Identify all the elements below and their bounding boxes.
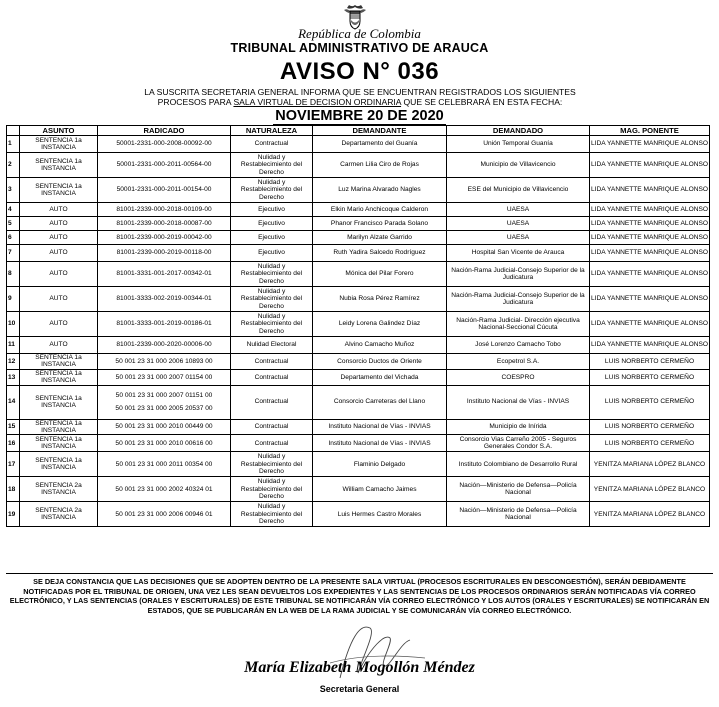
cell-demandado: Hospital San Vicente de Arauca [447, 245, 590, 262]
table-row [7, 245, 710, 262]
cell-naturaleza: Nulidad y Restablecimiento del Derecho [231, 153, 313, 178]
cell-asunto: SENTENCIA 1a INSTANCIA [20, 419, 98, 435]
cell-ponente: YENITZA MARIANA LÓPEZ BLANCO [590, 477, 710, 502]
cell-demandante: Elkin Mario Anchicoque Calderon [313, 203, 447, 217]
cell-naturaleza: Nulidad y Restablecimiento del Derecho [231, 452, 313, 477]
cell-naturaleza: Nulidad y Restablecimiento del Derecho [231, 287, 313, 312]
notification-notice: SE DEJA CONSTANCIA QUE LAS DECISIONES QUE SE ADOPTEN DENTRO DE LA PRESENTE SALA VIRTUAL (PROCESOS ESCRITURALES EN DESCONGESTIÓN), SERÁN DEBIDAMENTE NOTIFICADAS POR EL TRIBUNAL DE ORIGEN, UNA VEZ LES SEAN DEVUELTOS LOS EXPEDIENTES Y LAS SENTENCIAS DE LOS PROCESOS ORDINARIOS SERÁN NOTIFICADAS VÍA CORREO ELECTRÓNICO, Y LAS SENTENCIAS (ORALES Y ESCRITURALES) DE ESTE TRIBUNAL SE NOTIFICARÁN VÍA CORREO ELECTRÓNICO Y LOS AUTOS (ORALES Y ESCRITURALES) SE NOTIFICARÁN EN ESTADOS, QUE SE PUBLICARÁN EN LA WEB DE LA RAMA JUDICIAL Y SE COMUNICARÁN VÍA CORREO ELECTRÓNICO. [9, 577, 710, 615]
cell-demandado: UAESA [447, 231, 590, 245]
cell-demandante: Ruth Yadira Salcedo Rodríguez [313, 245, 447, 262]
col-header-num [7, 126, 20, 136]
cell-num: 8 [7, 262, 20, 287]
cell-naturaleza: Ejecutivo [231, 203, 313, 217]
cell-ponente: LUIS NORBERTO CERMEÑO [590, 435, 710, 452]
cell-demandante: Consorcio Ductos de Oriente [313, 354, 447, 370]
cell-asunto: AUTO [20, 337, 98, 354]
col-header-demandante: DEMANDANTE [313, 126, 447, 136]
cell-demandado: Nación—Ministerio de Defensa—Policía Nacional [447, 502, 590, 527]
table-row [7, 262, 710, 287]
signature-scribble [300, 618, 440, 688]
aviso-title: AVISO N° 036 [279, 58, 440, 85]
cell-num: 1 [7, 136, 20, 153]
cell-radicado: 50 001 23 31 000 2002 40324 01 [98, 477, 231, 502]
cell-ponente: LUIS NORBERTO CERMEÑO [590, 419, 710, 435]
cell-radicado: 50001-2331-000-2011-00564-00 [98, 153, 231, 178]
col-header-asunto: ASUNTO [20, 126, 98, 136]
cell-asunto: SENTENCIA 2a INSTANCIA [20, 477, 98, 502]
col-header-ponente: MAG. PONENTE [590, 126, 710, 136]
cell-radicado: 50 001 23 31 000 2006 00946 01 [98, 502, 231, 527]
radicado-line: 50 001 23 31 000 2005 20537 00 [115, 405, 213, 413]
cell-naturaleza: Nulidad y Restablecimiento del Derecho [231, 502, 313, 527]
cell-demandado: Municipio de Inírida [447, 419, 590, 435]
cell-asunto: AUTO [20, 231, 98, 245]
cell-asunto: SENTENCIA 1a INSTANCIA [20, 435, 98, 452]
cell-demandado: UAESA [447, 217, 590, 231]
table-row [7, 385, 710, 419]
cell-ponente: LIDA YANNETTE MANRIQUE ALONSO [590, 203, 710, 217]
session-date [0, 108, 719, 124]
cell-demandado: Nación-Rama Judicial- Dirección ejecutiva Nacional-Seccional Cúcuta [447, 312, 590, 337]
cell-naturaleza: Nulidad y Restablecimiento del Derecho [231, 178, 313, 203]
cell-asunto: AUTO [20, 262, 98, 287]
cell-ponente: LIDA YANNETTE MANRIQUE ALONSO [590, 245, 710, 262]
col-header-naturaleza: NATURALEZA [231, 126, 313, 136]
cell-ponente: LIDA YANNETTE MANRIQUE ALONSO [590, 153, 710, 178]
cell-ponente: LIDA YANNETTE MANRIQUE ALONSO [590, 136, 710, 153]
cell-ponente: LIDA YANNETTE MANRIQUE ALONSO [590, 178, 710, 203]
cell-radicado: 50 001 23 31 000 2007 01154 00 [98, 369, 231, 385]
cell-demandado: Instituto Colombiano de Desarrollo Rural [447, 452, 590, 477]
cell-asunto: SENTENCIA 1a INSTANCIA [20, 354, 98, 370]
cell-radicado: 81001-3333-002-2019-00344-01 [98, 287, 231, 312]
cell-radicado: 50001-2331-000-2011-00154-00 [98, 178, 231, 203]
cell-naturaleza: Contractual [231, 385, 313, 419]
cell-demandado: ESE del Municipio de Villavicencio [447, 178, 590, 203]
cell-num: 9 [7, 287, 20, 312]
cell-num: 2 [7, 153, 20, 178]
cell-demandante: Flaminio Delgado [313, 452, 447, 477]
cell-asunto: SENTENCIA 1a INSTANCIA [20, 385, 98, 419]
cell-num: 4 [7, 203, 20, 217]
cell-naturaleza: Contractual [231, 354, 313, 370]
table-row [7, 178, 710, 203]
cell-radicado: 81001-2339-000-2018-00087-00 [98, 217, 231, 231]
cell-num: 19 [7, 502, 20, 527]
cell-naturaleza: Nulidad Electoral [231, 337, 313, 354]
cell-demandado: Instituto Nacional de Vías - INVIAS [447, 385, 590, 419]
cell-num: 13 [7, 369, 20, 385]
cell-asunto: AUTO [20, 287, 98, 312]
cell-naturaleza: Ejecutivo [231, 231, 313, 245]
cell-radicado: 81001-2339-000-2019-00042-00 [98, 231, 231, 245]
cell-naturaleza: Contractual [231, 419, 313, 435]
cell-demandante: Luis Hermes Castro Morales [313, 502, 447, 527]
table-row [7, 153, 710, 178]
cell-asunto: AUTO [20, 217, 98, 231]
cell-demandado: Municipio de Villavicencio [447, 153, 590, 178]
cell-num: 5 [7, 217, 20, 231]
signature-name: María Elizabeth Mogollón Méndez [244, 659, 475, 676]
cell-asunto: SENTENCIA 1a INSTANCIA [20, 178, 98, 203]
cell-demandante: Nubia Rosa Pérez Ramírez [313, 287, 447, 312]
cell-radicado: 50001-2331-000-2008-00092-00 [98, 136, 231, 153]
cell-demandante: Mónica del Pilar Forero [313, 262, 447, 287]
signature-title: Secretaria General [319, 684, 400, 694]
processes-table [6, 125, 710, 527]
cell-demandante: Departamento del Vichada [313, 369, 447, 385]
cell-radicado: 81001-3331-001-2017-00342-01 [98, 262, 231, 287]
republica-heading: República de Colombia [298, 26, 421, 41]
cell-radicado: 81001-2339-000-2019-00118-00 [98, 245, 231, 262]
cell-num: 14 [7, 385, 20, 419]
cell-radicado: 50 001 23 31 000 2010 00616 00 [98, 435, 231, 452]
cell-ponente: LUIS NORBERTO CERMEÑO [590, 369, 710, 385]
cell-radicado: 81001-2339-000-2018-00109-00 [98, 203, 231, 217]
cell-asunto: SENTENCIA 1a INSTANCIA [20, 452, 98, 477]
cell-ponente: LIDA YANNETTE MANRIQUE ALONSO [590, 337, 710, 354]
cell-demandado: Unión Temporal Guanía [447, 136, 590, 153]
cell-num: 11 [7, 337, 20, 354]
table-row [7, 369, 710, 385]
table-row [7, 337, 710, 354]
cell-demandado: Consorcio Vias Carreño 2005 - Seguros Generales Condor S.A. [447, 435, 590, 452]
cell-asunto: SENTENCIA 1a INSTANCIA [20, 136, 98, 153]
cell-naturaleza: Ejecutivo [231, 245, 313, 262]
session-date-text: NOVIEMBRE 20 DE 2020 [275, 108, 444, 124]
cell-asunto: SENTENCIA 1a INSTANCIA [20, 153, 98, 178]
cell-demandado: José Lorenzo Camacho Tobo [447, 337, 590, 354]
intro-line-2-post: QUE SE CELEBRARÁ EN ESTA FECHA: [401, 97, 563, 107]
cell-ponente: LUIS NORBERTO CERMEÑO [590, 385, 710, 419]
cell-demandante: Instituto Nacional de Vías - INVIAS [313, 435, 447, 452]
cell-demandado: UAESA [447, 203, 590, 217]
cell-radicado [98, 385, 231, 419]
table-row [7, 452, 710, 477]
cell-num: 15 [7, 419, 20, 435]
sala-virtual-label: SALA VIRTUAL DE DECISION ORDINARIA [233, 97, 402, 107]
table-row [7, 287, 710, 312]
cell-demandante: Instituto Nacional de Vías - INVIAS [313, 419, 447, 435]
table-row [7, 354, 710, 370]
cell-asunto: AUTO [20, 245, 98, 262]
cell-demandante: Carmen Lilia Ciro de Rojas [313, 153, 447, 178]
cell-naturaleza: Nulidad y Restablecimiento del Derecho [231, 262, 313, 287]
cell-demandado: Nación—Ministerio de Defensa—Policía Nacional [447, 477, 590, 502]
cell-num: 18 [7, 477, 20, 502]
table-header-row [7, 126, 710, 136]
cell-asunto: AUTO [20, 312, 98, 337]
table-row [7, 435, 710, 452]
cell-demandante: Phanor Francisco Parada Solano [313, 217, 447, 231]
table-row [7, 203, 710, 217]
cell-asunto: SENTENCIA 1a INSTANCIA [20, 369, 98, 385]
col-header-demandado: DEMANDADO [447, 126, 590, 136]
cell-ponente: LIDA YANNETTE MANRIQUE ALONSO [590, 231, 710, 245]
cell-radicado: 50 001 23 31 000 2010 00449 00 [98, 419, 231, 435]
cell-radicado: 50 001 23 31 000 2006 10893 00 [98, 354, 231, 370]
cell-demandante: Luz Marina Alvarado Nagles [313, 178, 447, 203]
table-row [7, 217, 710, 231]
cell-demandado: COESPRO [447, 369, 590, 385]
cell-demandante: Alvino Camacho Muñoz [313, 337, 447, 354]
cell-demandado: Nación-Rama Judicial-Consejo Superior de la Judicatura [447, 287, 590, 312]
cell-ponente: LIDA YANNETTE MANRIQUE ALONSO [590, 312, 710, 337]
cell-asunto: AUTO [20, 203, 98, 217]
cell-ponente: LIDA YANNETTE MANRIQUE ALONSO [590, 217, 710, 231]
table-row [7, 477, 710, 502]
radicado-line: 50 001 23 31 000 2007 01151 00 [115, 391, 213, 399]
cell-demandado: Ecopetrol S.A. [447, 354, 590, 370]
cell-num: 12 [7, 354, 20, 370]
table-row [7, 312, 710, 337]
cell-demandante: William Camacho Jaimes [313, 477, 447, 502]
cell-num: 16 [7, 435, 20, 452]
table-row [7, 231, 710, 245]
table-row [7, 502, 710, 527]
cell-ponente: YENITZA MARIANA LÓPEZ BLANCO [590, 452, 710, 477]
intro-line-2-pre: PROCESOS PARA [157, 97, 234, 107]
cell-ponente: YENITZA MARIANA LÓPEZ BLANCO [590, 502, 710, 527]
cell-num: 10 [7, 312, 20, 337]
table-row [7, 136, 710, 153]
intro-line-1: LA SUSCRITA SECRETARIA GENERAL INFORMA QUE SE ENCUENTRAN REGISTRADOS LOS SIGUIENTES [144, 87, 576, 97]
cell-naturaleza: Contractual [231, 136, 313, 153]
cell-num: 7 [7, 245, 20, 262]
tribunal-heading: TRIBUNAL ADMINISTRATIVO DE ARAUCA [230, 41, 489, 55]
cell-ponente: LUIS NORBERTO CERMEÑO [590, 354, 710, 370]
cell-radicado: 50 001 23 31 000 2011 00354 00 [98, 452, 231, 477]
cell-demandado: Nación-Rama Judicial-Consejo Superior de la Judicatura [447, 262, 590, 287]
cell-ponente: LIDA YANNETTE MANRIQUE ALONSO [590, 287, 710, 312]
cell-num: 17 [7, 452, 20, 477]
cell-radicado: 81001-3333-001-2019-00186-01 [98, 312, 231, 337]
cell-demandante: Marilyn Alzate Garrido [313, 231, 447, 245]
cell-demandante: Consorcio Carreteras del Llano [313, 385, 447, 419]
cell-ponente: LIDA YANNETTE MANRIQUE ALONSO [590, 262, 710, 287]
cell-num: 6 [7, 231, 20, 245]
cell-naturaleza: Nulidad y Restablecimiento del Derecho [231, 312, 313, 337]
col-header-radicado: RADICADO [98, 126, 231, 136]
cell-radicado: 81001-2339-000-2020-00006-00 [98, 337, 231, 354]
cell-asunto: SENTENCIA 2a INSTANCIA [20, 502, 98, 527]
cell-demandante: Leidy Lorena Galindez Díaz [313, 312, 447, 337]
table-row [7, 419, 710, 435]
cell-demandante: Departamento del Guanía [313, 136, 447, 153]
cell-naturaleza: Ejecutivo [231, 217, 313, 231]
cell-naturaleza: Contractual [231, 435, 313, 452]
cell-num: 3 [7, 178, 20, 203]
intro-text [110, 87, 610, 107]
intro-line-2 [110, 97, 610, 107]
cell-naturaleza: Contractual [231, 369, 313, 385]
cell-naturaleza: Nulidad y Restablecimiento del Derecho [231, 477, 313, 502]
